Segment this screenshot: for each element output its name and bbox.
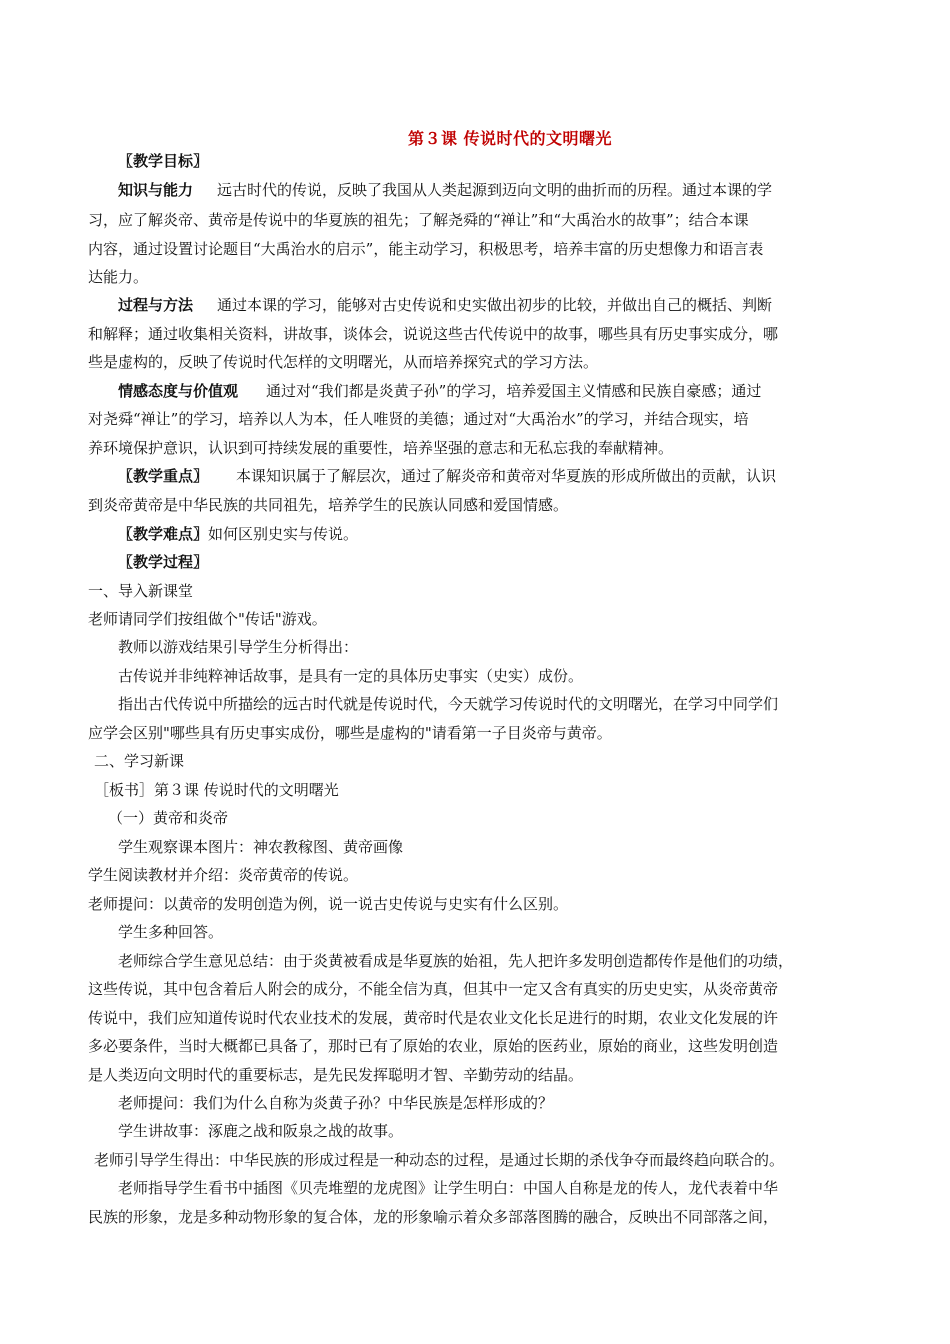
body-line: 老师提问：以黄帝的发明创造为例，说一说古史传说与史实有什么区别。 xyxy=(88,895,569,913)
body-line: 二、学习新课 xyxy=(94,752,185,770)
body-line: 民族的形象，龙是多种动物形象的复合体，龙的形象喻示着众多部落图腾的融合，反映出不同部落之间， xyxy=(88,1208,779,1226)
knowledge-text: 达能力。 xyxy=(88,268,149,286)
body-line: 教师以游戏结果引导学生分析得出： xyxy=(118,638,359,656)
knowledge-line xyxy=(118,180,772,200)
body-line: 老师请同学们按组做个"传话"游戏。 xyxy=(88,610,327,628)
body-line: 多必要条件，当时大概都已具备了，那时已有了原始的农业，原始的医药业，原始的商业，这些发明创造 xyxy=(88,1037,779,1055)
body-line: 是人类迈向文明时代的重要标志，是先民发挥聪明才智、辛勤劳动的结晶。 xyxy=(88,1066,584,1084)
body-line: 学生多种回答。 xyxy=(118,923,224,941)
body-line: 学生阅读教材并介绍：炎帝黄帝的传说。 xyxy=(88,866,359,884)
knowledge-text: 内容，通过设置讨论题目“大禹治水的启示”，能主动学习，积极思考，培养丰富的历史想像力和语言表 xyxy=(88,240,764,258)
body-line: ［板书］第３课 传说时代的文明曙光 xyxy=(94,781,339,799)
process-text: 和解释；通过收集相关资料，讲故事，谈体会，说说这些古代传说中的故事，哪些具有历史事实成分，哪 xyxy=(88,325,779,343)
emotion-text: 通过对“我们都是炎黄子孙”的学习，培养爱国主义情感和民族自豪感；通过 xyxy=(266,382,762,400)
body-line: 一、导入新课堂 xyxy=(88,582,194,600)
focus-text: 到炎帝黄帝是中华民族的共同祖先，培养学生的民族认同感和爱国情感。 xyxy=(88,496,569,514)
body-line: 传说中，我们应知道传说时代农业技术的发展，黄帝时代是农业文化长足进行的时期，农业文化发展的许 xyxy=(88,1009,779,1027)
emotion-label: 情感态度与价值观 xyxy=(118,382,239,400)
emotion-text: 养环境保护意识，认识到可持续发展的重要性，培养坚强的意志和无私忘我的奉献精神。 xyxy=(88,439,674,457)
body-line: 应学会区别"哪些具有历史事实成份，哪些是虚构的"请看第一子目炎帝与黄帝。 xyxy=(88,724,612,742)
process-text: 通过本课的学习，能够对古史传说和史实做出初步的比较，并做出自己的概括、判断 xyxy=(217,296,773,314)
body-line: 老师指导学生看书中插图《贝壳堆塑的龙虎图》让学生明白：中国人自称是龙的传人，龙代表着中华 xyxy=(118,1179,779,1197)
emotion-text: 对尧舜“禅让”的学习，培养以人为本，任人唯贤的美德；通过对“大禹治水”的学习，并结合现实，培 xyxy=(88,410,749,428)
knowledge-label: 知识与能力 xyxy=(118,181,194,199)
process-label: 过程与方法 xyxy=(118,296,194,314)
body-line: 指出古代传说中所描绘的远古时代就是传说时代，今天就学习传说时代的文明曙光，在学习中同学们 xyxy=(118,695,779,713)
body-line: （一）黄帝和炎帝 xyxy=(108,809,229,827)
body-line: 学生讲故事：涿鹿之战和阪泉之战的故事。 xyxy=(118,1122,404,1140)
difficulty-line xyxy=(118,524,358,544)
process-line xyxy=(118,295,772,315)
focus-line xyxy=(118,466,776,486)
focus-text: 本课知识属于了解层次，通过了解炎帝和黄帝对华夏族的形成所做出的贡献，认识 xyxy=(236,467,777,485)
knowledge-text: 习，应了解炎帝、黄帝是传说中的华夏族的祖先；了解尧舜的“禅让”和“大禹治水的故事”；结合本课 xyxy=(88,211,749,229)
goals-heading: 〖教学目标〗 xyxy=(118,152,209,170)
focus-label: 〖教学重点〗 xyxy=(118,467,209,485)
emotion-line xyxy=(118,381,761,401)
knowledge-text: 远古时代的传说，反映了我国从人类起源到迈向文明的曲折而的历程。通过本课的学 xyxy=(217,181,773,199)
lesson-title: 第３课 传说时代的文明曙光 xyxy=(407,129,613,148)
body-line: 学生观察课本图片：神农教稼图、黄帝画像 xyxy=(118,838,404,856)
body-line: 老师提问：我们为什么自称为炎黄子孙？中华民族是怎样形成的？ xyxy=(118,1094,554,1112)
process-text: 些是虚构的，反映了传说时代怎样的文明曙光，从而培养探究式的学习方法。 xyxy=(88,353,599,371)
body-line: 古传说并非纯粹神话故事，是具有一定的具体历史事实（史实）成份。 xyxy=(118,667,584,685)
body-line: 老师引导学生得出：中华民族的形成过程是一种动态的过程，是通过长期的杀伐争夺而最终趋向联合的。 xyxy=(94,1151,785,1169)
body-line: 这些传说，其中包含着后人附会的成分，不能全信为真，但其中一定又含有真实的历史史实，从炎帝黄帝 xyxy=(88,980,779,998)
difficulty-text: 如何区别史实与传说。 xyxy=(208,525,359,543)
difficulty-label: 〖教学难点〗 xyxy=(118,525,209,543)
body-line: 老师综合学生意见总结：由于炎黄被看成是华夏族的始祖，先人把许多发明创造都传作是他们的功绩， xyxy=(118,952,794,970)
process-heading: 〖教学过程〗 xyxy=(118,553,209,571)
